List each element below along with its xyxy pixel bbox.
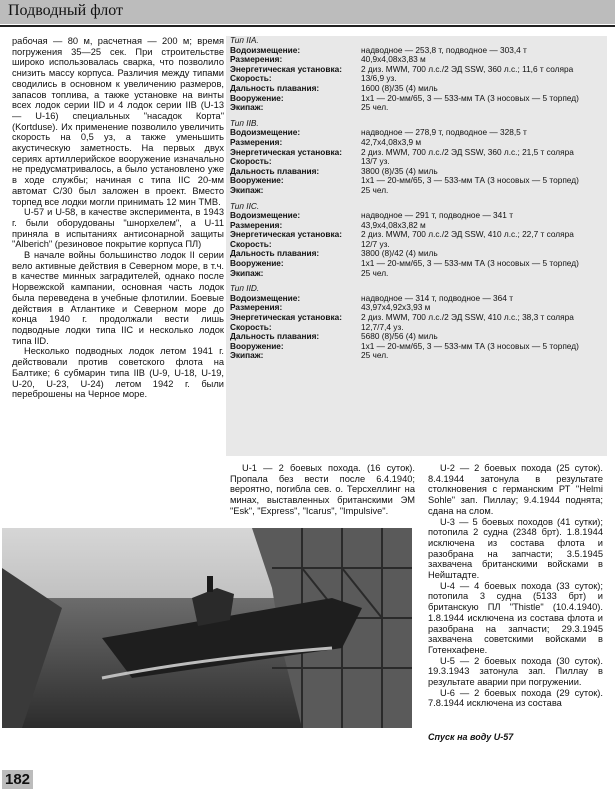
spec-label: Энергетическая установка:	[230, 229, 342, 240]
spec-value: 25 чел.	[361, 184, 389, 195]
spec-type-title: Тип IIA.	[230, 35, 259, 45]
spec-type-title: Тип IIB.	[230, 117, 259, 128]
section-title: Подводный флот	[8, 2, 123, 19]
spec-label: Скорость:	[230, 321, 272, 332]
spec-value: 2 диз. MWM, 700 л.с./2 ЭД SSW, 360 л.с.; 21,5 т солярa	[361, 146, 574, 157]
paragraph: U-5 — 2 боевых похода (30 суток). 19.3.1943 затонула зап. Пиллау в результате аварии при погружении.	[428, 655, 603, 688]
spec-type-title: Тип IIC.	[230, 200, 260, 211]
spec-row	[230, 342, 605, 352]
spec-row	[230, 259, 605, 269]
spec-label: Вооружение:	[230, 340, 284, 351]
page-number: 182	[2, 770, 33, 789]
spec-value: надводное — 314 т, подводное — 364 т	[361, 292, 514, 303]
spec-value: 1600 (8)/35 (4) миль	[361, 82, 438, 93]
spec-label: Водоизмещение:	[230, 210, 301, 221]
spec-label: Вооружение:	[230, 258, 284, 269]
spec-type-title: Тип IID.	[230, 283, 260, 294]
spec-value: 25 чел.	[361, 102, 389, 113]
spec-label: Дальность плавания:	[230, 165, 320, 176]
spec-value: 2 диз. MWM, 700 л.с./2 ЭД SSW, 410 л.с.; 38,3 т солярa	[361, 312, 574, 323]
spec-row	[230, 103, 605, 113]
spec-label: Размерения:	[230, 302, 283, 313]
spec-value: 13/7 уз.	[361, 156, 390, 167]
spec-value: 5680 (8)/56 (4) миль	[361, 331, 438, 342]
spec-row	[230, 351, 605, 361]
spec-row	[230, 269, 605, 279]
spec-value: 1х1 — 20-мм/65, 3 — 533-мм ТА (3 носовых — 5 торпед)	[361, 92, 579, 103]
right-column	[428, 463, 603, 709]
spec-value: 3800 (8)/42 (4) миль	[361, 248, 438, 259]
spec-block	[230, 119, 605, 196]
spec-value: 1х1 — 20-мм/65, 3 — 533-мм ТА (3 носовых — 5 торпед)	[361, 258, 579, 269]
page-header	[0, 0, 615, 24]
spec-value: надводное — 291 т, подводное — 341 т	[361, 210, 514, 221]
spec-value: 12,7/7,4 уз.	[361, 321, 404, 332]
spec-label: Дальность плавания:	[230, 331, 320, 342]
photo-caption: Спуск на воду U-57	[428, 732, 514, 742]
spec-row	[230, 313, 605, 323]
paragraph: U-57 и U-58, в качестве эксперимента, в 1943 г. были оборудованы "шнорхелем", а U-11 приняла в испытаниях антисонарной защиты "Alberich" (резиновое покрытие корпуса ПЛ)	[12, 207, 224, 250]
spec-value: 1х1 — 20-мм/65, 3 — 533-мм ТА (3 носовых — 5 торпед)	[361, 175, 579, 186]
spec-value: 40,9х4,08х3,83 м	[361, 54, 426, 65]
spec-label: Скорость:	[230, 156, 272, 167]
spec-value: 2 диз. MWM, 700 л.с./2 ЭД SSW, 360 л.с.; 11,6 т солярa	[361, 63, 574, 74]
spec-label: Дальность плавания:	[230, 248, 320, 259]
spec-value: 13/6,9 уз.	[361, 73, 397, 84]
spec-label: Размерения:	[230, 219, 283, 230]
paragraph: U-3 — 5 боевых походов (41 сутки); потопила 2 судна (2348 брт). 1.8.1944 исключена из состава флота и разобрана на запчасти; 3.5.1945 захвачена британскими войсками в Нейштадте.	[428, 516, 603, 581]
spec-label: Экипаж:	[230, 267, 264, 278]
spec-label: Водоизмещение:	[230, 292, 301, 303]
spec-label: Энергетическая установка:	[230, 63, 342, 74]
spec-value: 25 чел.	[361, 267, 389, 278]
spec-value: надводное — 278,9 т, подводное — 328,5 т	[361, 127, 527, 138]
spec-label: Вооружение:	[230, 92, 284, 103]
spec-label: Экипаж:	[230, 102, 264, 113]
submarine-launch-photo	[2, 528, 412, 728]
spec-row	[230, 94, 605, 104]
spec-label: Энергетическая установка:	[230, 312, 342, 323]
spec-value: 3800 (8)/35 (4) миль	[361, 165, 438, 176]
paragraph: U-4 — 4 боевых похода (33 суток); потопила 3 судна (5133 брт) и британскую ПЛ "Thistle" (10.4.1940). 1.8.1944 исключена из состава флота и разобрана на запчасти; 29.3.1945 захвачена советскими войсками в Готенхафене.	[428, 580, 603, 655]
spec-value: 12/7 уз.	[361, 238, 390, 249]
spec-block	[230, 36, 605, 113]
spec-value: 43,97х4,92х3,93 м	[361, 302, 431, 313]
spec-label: Размерения:	[230, 54, 283, 65]
spec-row	[230, 230, 605, 240]
spec-label: Скорость:	[230, 73, 272, 84]
spec-value: надводное — 253,8 т, подводное — 303,4 т	[361, 44, 527, 55]
spec-row	[230, 65, 605, 75]
spec-label: Экипаж:	[230, 350, 264, 361]
spec-panel	[230, 36, 605, 367]
spec-value: 25 чел.	[361, 350, 389, 361]
spec-row	[230, 176, 605, 186]
header-rule	[0, 25, 615, 27]
spec-label: Размерения:	[230, 136, 283, 147]
spec-block	[230, 284, 605, 361]
spec-label: Дальность плавания:	[230, 82, 320, 93]
left-column	[12, 36, 224, 400]
paragraph: U-1 — 2 боевых похода. (16 суток). Пропала без вести после 6.4.1940; вероятно, погибла сев. о. Терсхеллинг на минах, выставленных британскими ЭМ "Esk", "Express", "Icarus", "Impulsive".	[230, 463, 415, 516]
paragraph: U-2 — 2 боевых похода (25 суток). 8.4.1944 затонула в результате столкновения с германским РТ "Helmi Sohle" зап. Пиллау; 9.4.1944 поднята; сдана на слом.	[428, 463, 603, 516]
paragraph: U-6 — 2 боевых похода (29 суток). 7.8.1944 исключена из состава	[428, 687, 603, 709]
spec-row	[230, 186, 605, 196]
spec-value: 43,9х4,08х3,82 м	[361, 219, 426, 230]
photo-illustration	[2, 528, 412, 728]
paragraph: рабочая — 80 м, расчетная — 200 м; время погружения 35—25 сек. При строительстве широко использовалась сварка, что позволило снизить массу корпуса. Различия между типами сводились в основном к увеличению размеров, запасов топлива, а также установке на винты всех лодок серии IID и 4 лодок серии IIB (U-13 — U-16) специальных "насадок Корта" (Kortduse). Их применение позволило увеличить скорость на 0,5 уз, а также уменьшить акустическую заметность. На первых двух сериях артиллерийское вооружение изначально не предусматривалось, а было установлено уже в ходе службы; начиная с типа IIC 20-мм автомат С/30 был заложен в проект. Вместо торпед все лодки могли принимать 12 мин ТМВ.	[12, 36, 224, 207]
spec-row	[230, 148, 605, 158]
paragraph: Несколько подводных лодок летом 1941 г. действовали против советского флота на Балтике; 6 субмарин типа IIB (U-9, U-18, U-19, U-20, U-23, U-24) летом 1942 г. были переброшены на Черное море.	[12, 346, 224, 400]
spec-label: Экипаж:	[230, 184, 264, 195]
spec-label: Вооружение:	[230, 175, 284, 186]
spec-label: Скорость:	[230, 238, 272, 249]
spec-label: Энергетическая установка:	[230, 146, 342, 157]
spec-block	[230, 202, 605, 279]
spec-label: Водоизмещение:	[230, 127, 301, 138]
paragraph: В начале войны большинство лодок II серии вело активные действия в Северном море, в т.ч. в качестве минных заградителей, однако после Норвежской кампании, основная часть лодок была переведена в учебные флотилии. Боевые действия в Атлантике и Северном море до конца 1940 г. продолжали вести лишь подводные лодки типа IIC и несколько лодок типа IID.	[12, 250, 224, 346]
spec-value: 1х1 — 20-мм/65, 3 — 533-мм ТА (3 носовых — 5 торпед)	[361, 340, 579, 351]
spec-label: Водоизмещение:	[230, 44, 301, 55]
middle-column	[230, 463, 415, 517]
spec-value: 2 диз. MWM, 700 л.с./2 ЭД SSW, 410 л.с.; 22,7 т солярa	[361, 229, 574, 240]
spec-value: 42,7х4,08х3,9 м	[361, 136, 422, 147]
